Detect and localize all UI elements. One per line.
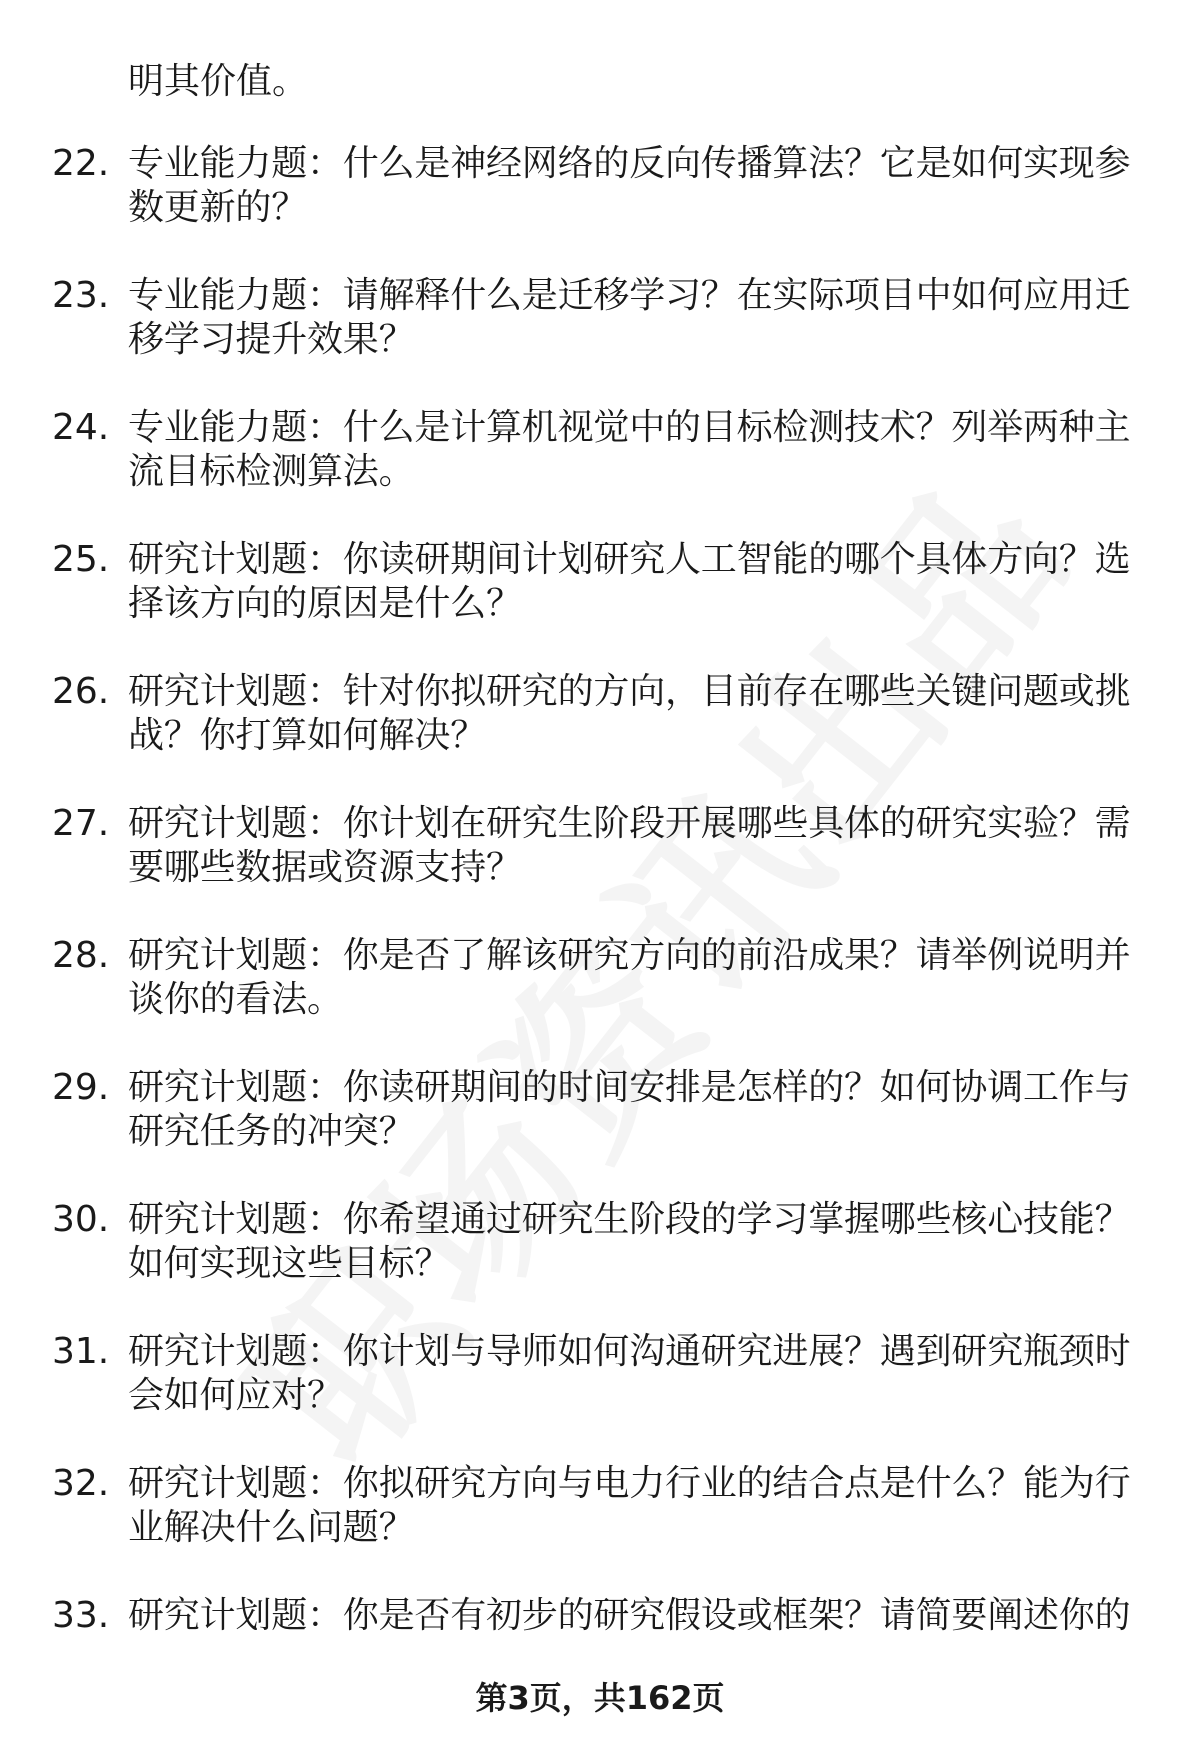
- item-number: 26.: [52, 671, 110, 712]
- item-text: 专业能力题：请解释什么是迁移学习？在实际项目中如何应用迁移学习提升效果？: [128, 275, 1131, 360]
- item-text: 研究计划题：你拟研究方向与电力行业的结合点是什么？能为行业解决什么问题？: [128, 1463, 1131, 1548]
- list-item: [0, 802, 1200, 890]
- item-number: 28.: [52, 935, 110, 976]
- item-number: 32.: [52, 1463, 110, 1504]
- page-number-footer: 第3页，共162页: [475, 1679, 725, 1717]
- item-text: 研究计划题：你计划与导师如何沟通研究进展？遇到研究瓶颈时会如何应对？: [128, 1331, 1131, 1416]
- item-text: 研究计划题：针对你拟研究的方向，目前存在哪些关键问题或挑战？你打算如何解决？: [128, 671, 1131, 756]
- list-item: [0, 1462, 1200, 1550]
- item-number: 30.: [52, 1199, 110, 1240]
- item-text: 专业能力题：什么是神经网络的反向传播算法？它是如何实现参数更新的？: [128, 143, 1131, 228]
- list-item: [0, 406, 1200, 494]
- list-item: [0, 1594, 1200, 1682]
- list-item: [0, 934, 1200, 1022]
- item-text: 研究计划题：你是否了解该研究方向的前沿成果？请举例说明并谈你的看法。: [128, 935, 1131, 1020]
- item-number: 25.: [52, 539, 110, 580]
- item-text: 研究计划题：你读研期间的时间安排是怎样的？如何协调工作与研究任务的冲突？: [128, 1067, 1131, 1152]
- item-number: 31.: [52, 1331, 110, 1372]
- list-item: [0, 538, 1200, 626]
- question-list: [0, 142, 1200, 1726]
- list-item: [0, 1066, 1200, 1154]
- item-number: 29.: [52, 1067, 110, 1108]
- item-number: 33.: [52, 1595, 110, 1636]
- item-number: 27.: [52, 803, 110, 844]
- list-item: [0, 142, 1200, 230]
- item-text: 专业能力题：什么是计算机视觉中的目标检测技术？列举两种主流目标检测算法。: [128, 407, 1131, 492]
- list-item: [0, 1330, 1200, 1418]
- continuation-text: 明其价值。: [128, 61, 309, 102]
- list-item: [0, 1198, 1200, 1286]
- list-item: [0, 274, 1200, 362]
- item-number: 24.: [52, 407, 110, 448]
- item-text: 研究计划题：你计划在研究生阶段开展哪些具体的研究实验？需要哪些数据或资源支持？: [128, 803, 1131, 888]
- item-text: 研究计划题：你是否有初步的研究假设或框架？请简要阐述你的: [128, 1595, 1131, 1636]
- item-number: 22.: [52, 143, 110, 184]
- item-text: 研究计划题：你读研期间计划研究人工智能的哪个具体方向？选择该方向的原因是什么？: [128, 539, 1131, 624]
- item-number: 23.: [52, 275, 110, 316]
- list-item: [0, 670, 1200, 758]
- item-text: 研究计划题：你希望通过研究生阶段的学习掌握哪些核心技能？如何实现这些目标？: [128, 1199, 1131, 1284]
